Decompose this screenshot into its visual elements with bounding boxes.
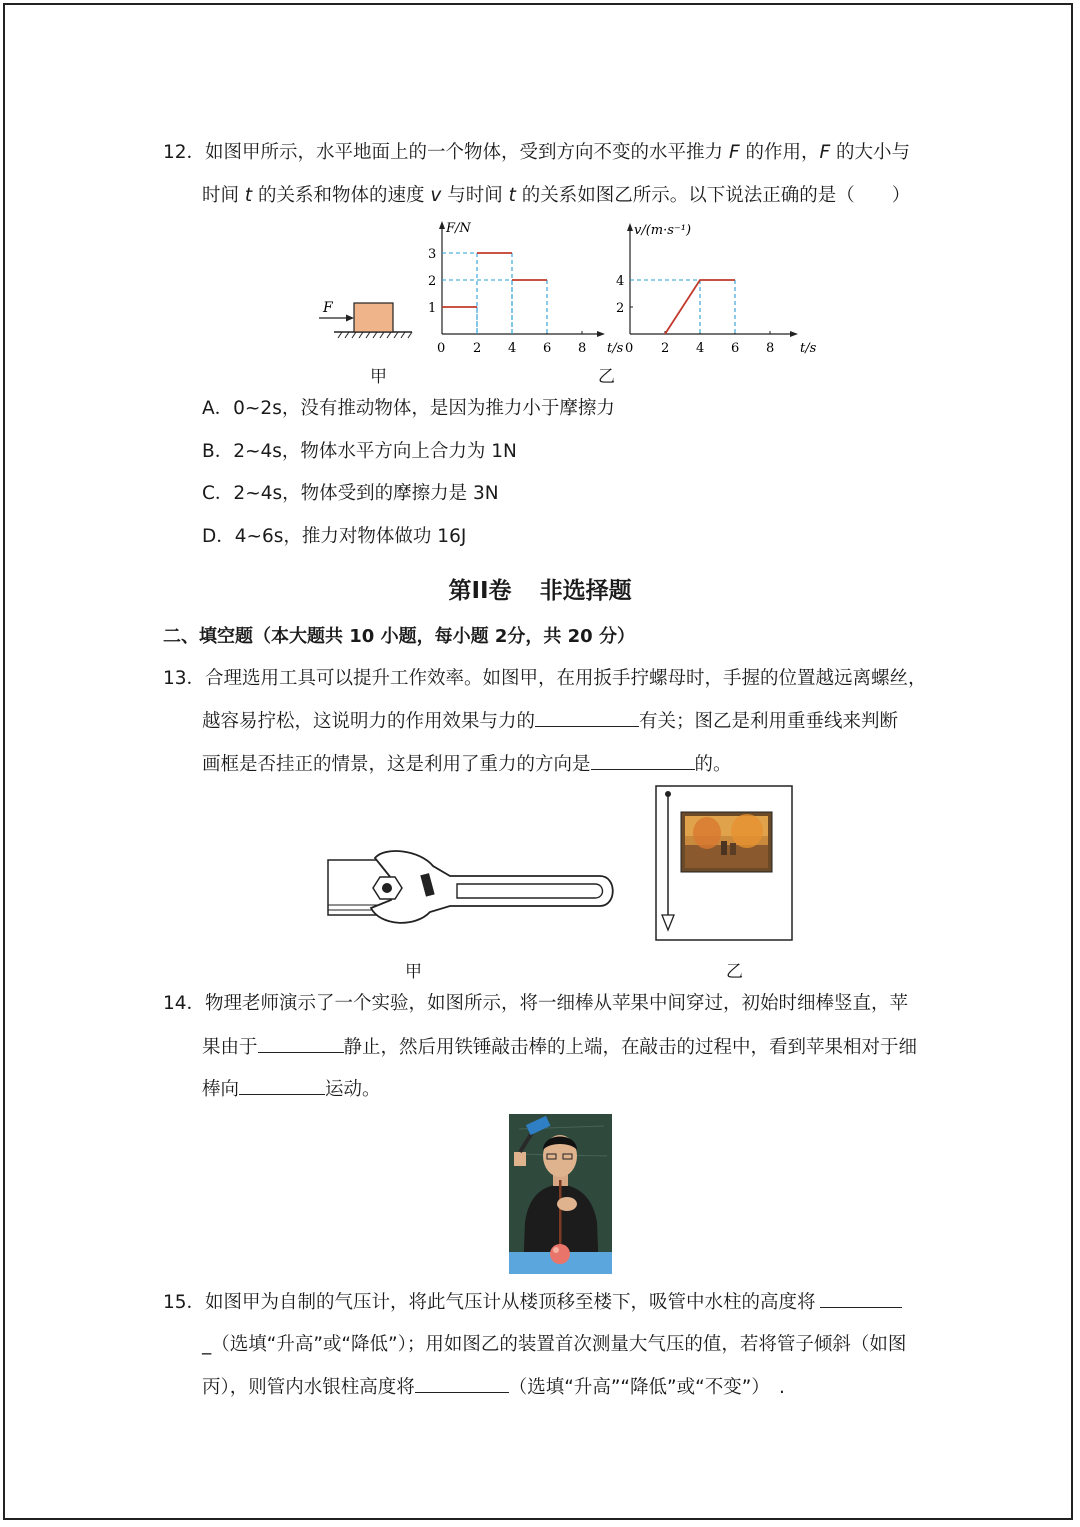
q13-line-2: 越容易拧松，这说明力的作用效果与力的 有关；图乙是利用重垂线来判断 — [202, 708, 898, 735]
apple — [550, 1244, 570, 1264]
y-tick-label: 2 — [428, 274, 437, 289]
y-tick-label: 4 — [616, 274, 625, 289]
option-c: C．2~4s，物体受到的摩擦力是 3N — [202, 483, 499, 504]
block-force-figure — [310, 290, 430, 350]
q14-line-1: 14．物理老师演示了一个实验，如图所示，将一细棒从苹果中间穿过，初始时细棒竖直，苹 — [163, 993, 909, 1014]
question-number: 14． — [163, 993, 206, 1014]
wrench-figure — [325, 848, 620, 930]
section-title: 第II卷 非选择题 — [448, 578, 632, 604]
q12-line-1: 12．如图甲所示，水平地面上的一个物体，受到方向不变的水平推力 F 的作用，F 的大小与 — [163, 142, 911, 163]
q14-line-3: 棒向 运动。 — [202, 1076, 381, 1103]
force-arrow-head — [346, 315, 354, 322]
x-tick-label: 4 — [508, 341, 517, 356]
y-tick-label: 1 — [428, 301, 437, 316]
section-heading: 二、填空题（本大题共 10 小题，每小题 2分，共 20 分） — [163, 626, 635, 647]
x-axis-label: t/s — [800, 341, 817, 356]
plumb-line-figure — [655, 785, 795, 945]
x-tick-label: 8 — [578, 341, 587, 356]
question-number: 12． — [163, 142, 206, 163]
y-axis-arrow — [439, 221, 445, 229]
x-axis-label: t/s — [607, 341, 624, 356]
force-label: F — [323, 300, 333, 316]
x-tick-label: 8 — [766, 341, 775, 356]
y-axis-label: v/(m·s⁻¹) — [634, 223, 692, 238]
question-number: 13． — [163, 668, 206, 689]
figure-caption-yi: 乙 — [726, 962, 743, 982]
q15-line-2: _（选填“升高”或“降低”）；用如图乙的装置首次测量大气压的值，若将管子倾斜（如图 — [202, 1334, 907, 1355]
x-tick-label: 2 — [661, 341, 670, 356]
option-b: B．2~4s，物体水平方向上合力为 1N — [202, 441, 517, 462]
question-number: 15． — [163, 1292, 206, 1313]
q14-line-2: 果由于 静止，然后用铁锤敲击棒的上端，在敲击的过程中，看到苹果相对于细 — [202, 1034, 917, 1061]
option-d: D．4~6s，推力对物体做功 16J — [202, 526, 467, 547]
answer-blank[interactable] — [239, 1076, 325, 1095]
force-time-chart — [415, 215, 624, 360]
answer-blank[interactable] — [415, 1374, 509, 1393]
answer-blank[interactable] — [820, 1289, 902, 1308]
y-axis-label: F/N — [446, 221, 471, 236]
x-axis-arrow — [790, 331, 798, 337]
x-tick-label: 0 — [437, 341, 446, 356]
q13-line-1: 13．合理选用工具可以提升工作效率。如图甲，在用扳手拧螺母时，手握的位置越远离螺丝， — [163, 668, 927, 689]
wrench-body — [371, 851, 613, 923]
q13-line-3: 画框是否挂正的情景，这是利用了重力的方向是 的。 — [202, 751, 732, 778]
block — [354, 303, 393, 332]
answer-blank[interactable] — [258, 1034, 344, 1053]
x-tick-label: 0 — [625, 341, 634, 356]
q15-line-1: 15．如图甲为自制的气压计，将此气压计从楼顶移至楼下，吸管中水柱的高度将 — [163, 1289, 902, 1316]
velocity-time-chart — [600, 215, 815, 360]
figure-caption-jia: 甲 — [405, 962, 422, 982]
y-tick-label: 2 — [616, 301, 625, 316]
x-tick-label: 2 — [473, 341, 482, 356]
q12-line-2: 时间 t 的关系和物体的速度 v 与时间 t 的关系如图乙所示。以下说法正确的是（ ） — [202, 185, 911, 206]
figure-caption-jia: 甲 — [370, 367, 387, 387]
x-tick-label: 6 — [731, 341, 740, 356]
y-tick-label: 3 — [428, 247, 437, 262]
option-a: A．0~2s，没有推动物体，是因为推力小于摩擦力 — [202, 398, 615, 419]
x-tick-label: 6 — [543, 341, 552, 356]
teacher-apple-photo — [509, 1114, 612, 1274]
figure-caption-yi: 乙 — [598, 367, 615, 387]
answer-blank[interactable] — [591, 751, 695, 770]
x-tick-label: 4 — [696, 341, 705, 356]
answer-blank[interactable] — [535, 708, 639, 727]
q15-line-3: 丙），则管内水银柱高度将 （选填“升高”“降低”或“不变”） . — [202, 1374, 785, 1401]
y-axis-arrow — [627, 223, 633, 231]
